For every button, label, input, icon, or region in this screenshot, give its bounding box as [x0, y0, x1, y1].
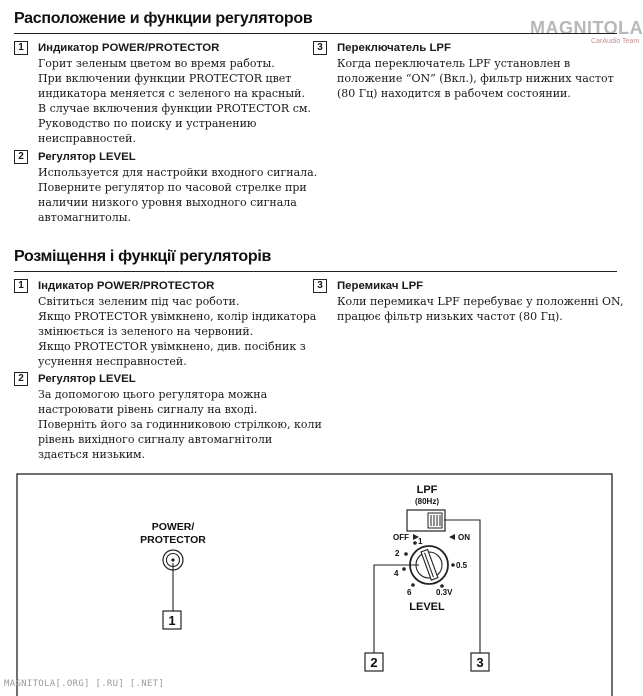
lpf-label: LPF: [416, 484, 438, 496]
uk-item-lpf: [313, 279, 624, 324]
lpf-slide-switch[interactable]: [407, 510, 445, 531]
ru-item-description: [38, 165, 318, 225]
ru-item-title: Регулятор LEVEL: [38, 151, 136, 163]
callout-number-3: 3: [476, 655, 484, 670]
text-line: автомагнитолы.: [38, 211, 131, 224]
ru-section-rule: [14, 33, 617, 34]
level-mark-1: 1: [418, 537, 423, 546]
callout-number-2: 2: [370, 655, 378, 670]
uk-item-number: 3: [313, 279, 327, 293]
uk-item-level: [14, 372, 322, 462]
switch-off-label: OFF: [393, 533, 409, 542]
text-line: Когда переключатель LPF установлен в: [337, 57, 571, 70]
level-mark-6: 6: [407, 588, 412, 597]
text-line: наличии низкого уровня выходного сигнала: [38, 196, 297, 209]
text-line: Горит зеленым цветом во время работы.: [38, 57, 275, 70]
lpf-freq-label: (80Hz): [414, 497, 440, 506]
ru-item-title: Индикатор POWER/PROTECTOR: [38, 42, 220, 54]
logo-main-text: MAGNITOLA: [530, 18, 643, 38]
text-line: Світиться зеленим під час роботи.: [38, 295, 240, 308]
uk-item-number: 2: [14, 372, 28, 386]
uk-item-number: 1: [14, 279, 28, 293]
ru-item-title: Переключатель LPF: [337, 42, 451, 54]
text-line: змінюється із зеленого на червоний.: [38, 325, 254, 338]
text-line: неисправностей.: [38, 132, 136, 145]
text-line: здається низьким.: [38, 448, 146, 461]
uk-item-title: Індикатор POWER/PROTECTOR: [38, 280, 215, 292]
uk-item-description: [38, 294, 317, 369]
ru-item-description: [337, 56, 613, 101]
text-line: Якщо PROTECTOR увімкнено, див. посібник з: [38, 340, 306, 353]
uk-item-title: Перемикач LPF: [337, 280, 424, 292]
footer-watermark: MAGNITOLA[.ORG] [.RU] [.NET]: [4, 679, 165, 689]
uk-item-description: [337, 294, 624, 324]
uk-section-rule: [14, 271, 617, 272]
text-line: За допомогою цього регулятора можна: [38, 388, 268, 401]
text-line: Поверните регулятор по часовой стрелке при: [38, 181, 307, 194]
switch-on-label: ON: [458, 533, 470, 542]
text-line: рівень вихідного сигналу автомагнітоли: [38, 433, 273, 446]
text-line: працює фільтр низьких частот (80 Гц).: [337, 310, 563, 323]
panel-frame: [17, 474, 612, 696]
text-line: При включении функции PROTECTOR цвет: [38, 72, 292, 85]
power-label-line2: PROTECTOR: [140, 534, 206, 546]
uk-item-power-protector: [14, 279, 317, 369]
panel-svg: [16, 473, 613, 693]
uk-item-description: [38, 387, 322, 462]
ru-section-title: Расположение и функции регуляторов: [14, 10, 313, 27]
ru-item-level: [14, 150, 318, 225]
text-line: В случае включения функции PROTECTOR см.: [38, 102, 311, 115]
text-line: Якщо PROTECTOR увімкнено, колір індикатора: [38, 310, 317, 323]
uk-section-title: Розміщення і функції регуляторів: [14, 248, 272, 265]
logo-sub-text: CarAudio Team: [591, 38, 640, 45]
level-label: LEVEL: [409, 601, 445, 613]
uk-item-title: Регулятор LEVEL: [38, 373, 136, 385]
ru-item-description: [38, 56, 311, 146]
ru-item-number: 2: [14, 150, 28, 164]
ru-item-number: 1: [14, 41, 28, 55]
ru-item-lpf: [313, 41, 613, 101]
level-mark-4: 4: [394, 569, 399, 578]
text-line: положение “ON” (Вкл.), фильтр нижних частот: [337, 72, 614, 85]
on-arrow-icon: [449, 534, 455, 540]
level-mark-0-5: 0.5: [456, 561, 468, 570]
text-line: усунення несправностей.: [38, 355, 187, 368]
power-label-line1: POWER/: [151, 521, 195, 533]
level-mark-2: 2: [395, 549, 400, 558]
text-line: Поверніть його за годинниковою стрілкою, коли: [38, 418, 322, 431]
ru-item-power-protector: [14, 41, 311, 146]
text-line: настроювати рівень сигналу на вході.: [38, 403, 258, 416]
callout-number-1: 1: [168, 613, 176, 628]
amplifier-panel-diagram: [16, 473, 613, 693]
text-line: (80 Гц) находится в рабочем состоянии.: [337, 87, 571, 100]
text-line: индикатора меняется с зеленого на красный.: [38, 87, 305, 100]
text-line: Используется для настройки входного сигнала.: [38, 166, 318, 179]
ru-item-number: 3: [313, 41, 327, 55]
level-mark-0-3v: 0.3V: [436, 588, 453, 597]
text-line: Коли перемикач LPF перебуває у положенні ON,: [337, 295, 624, 308]
text-line: Руководство по поиску и устранению: [38, 117, 257, 130]
